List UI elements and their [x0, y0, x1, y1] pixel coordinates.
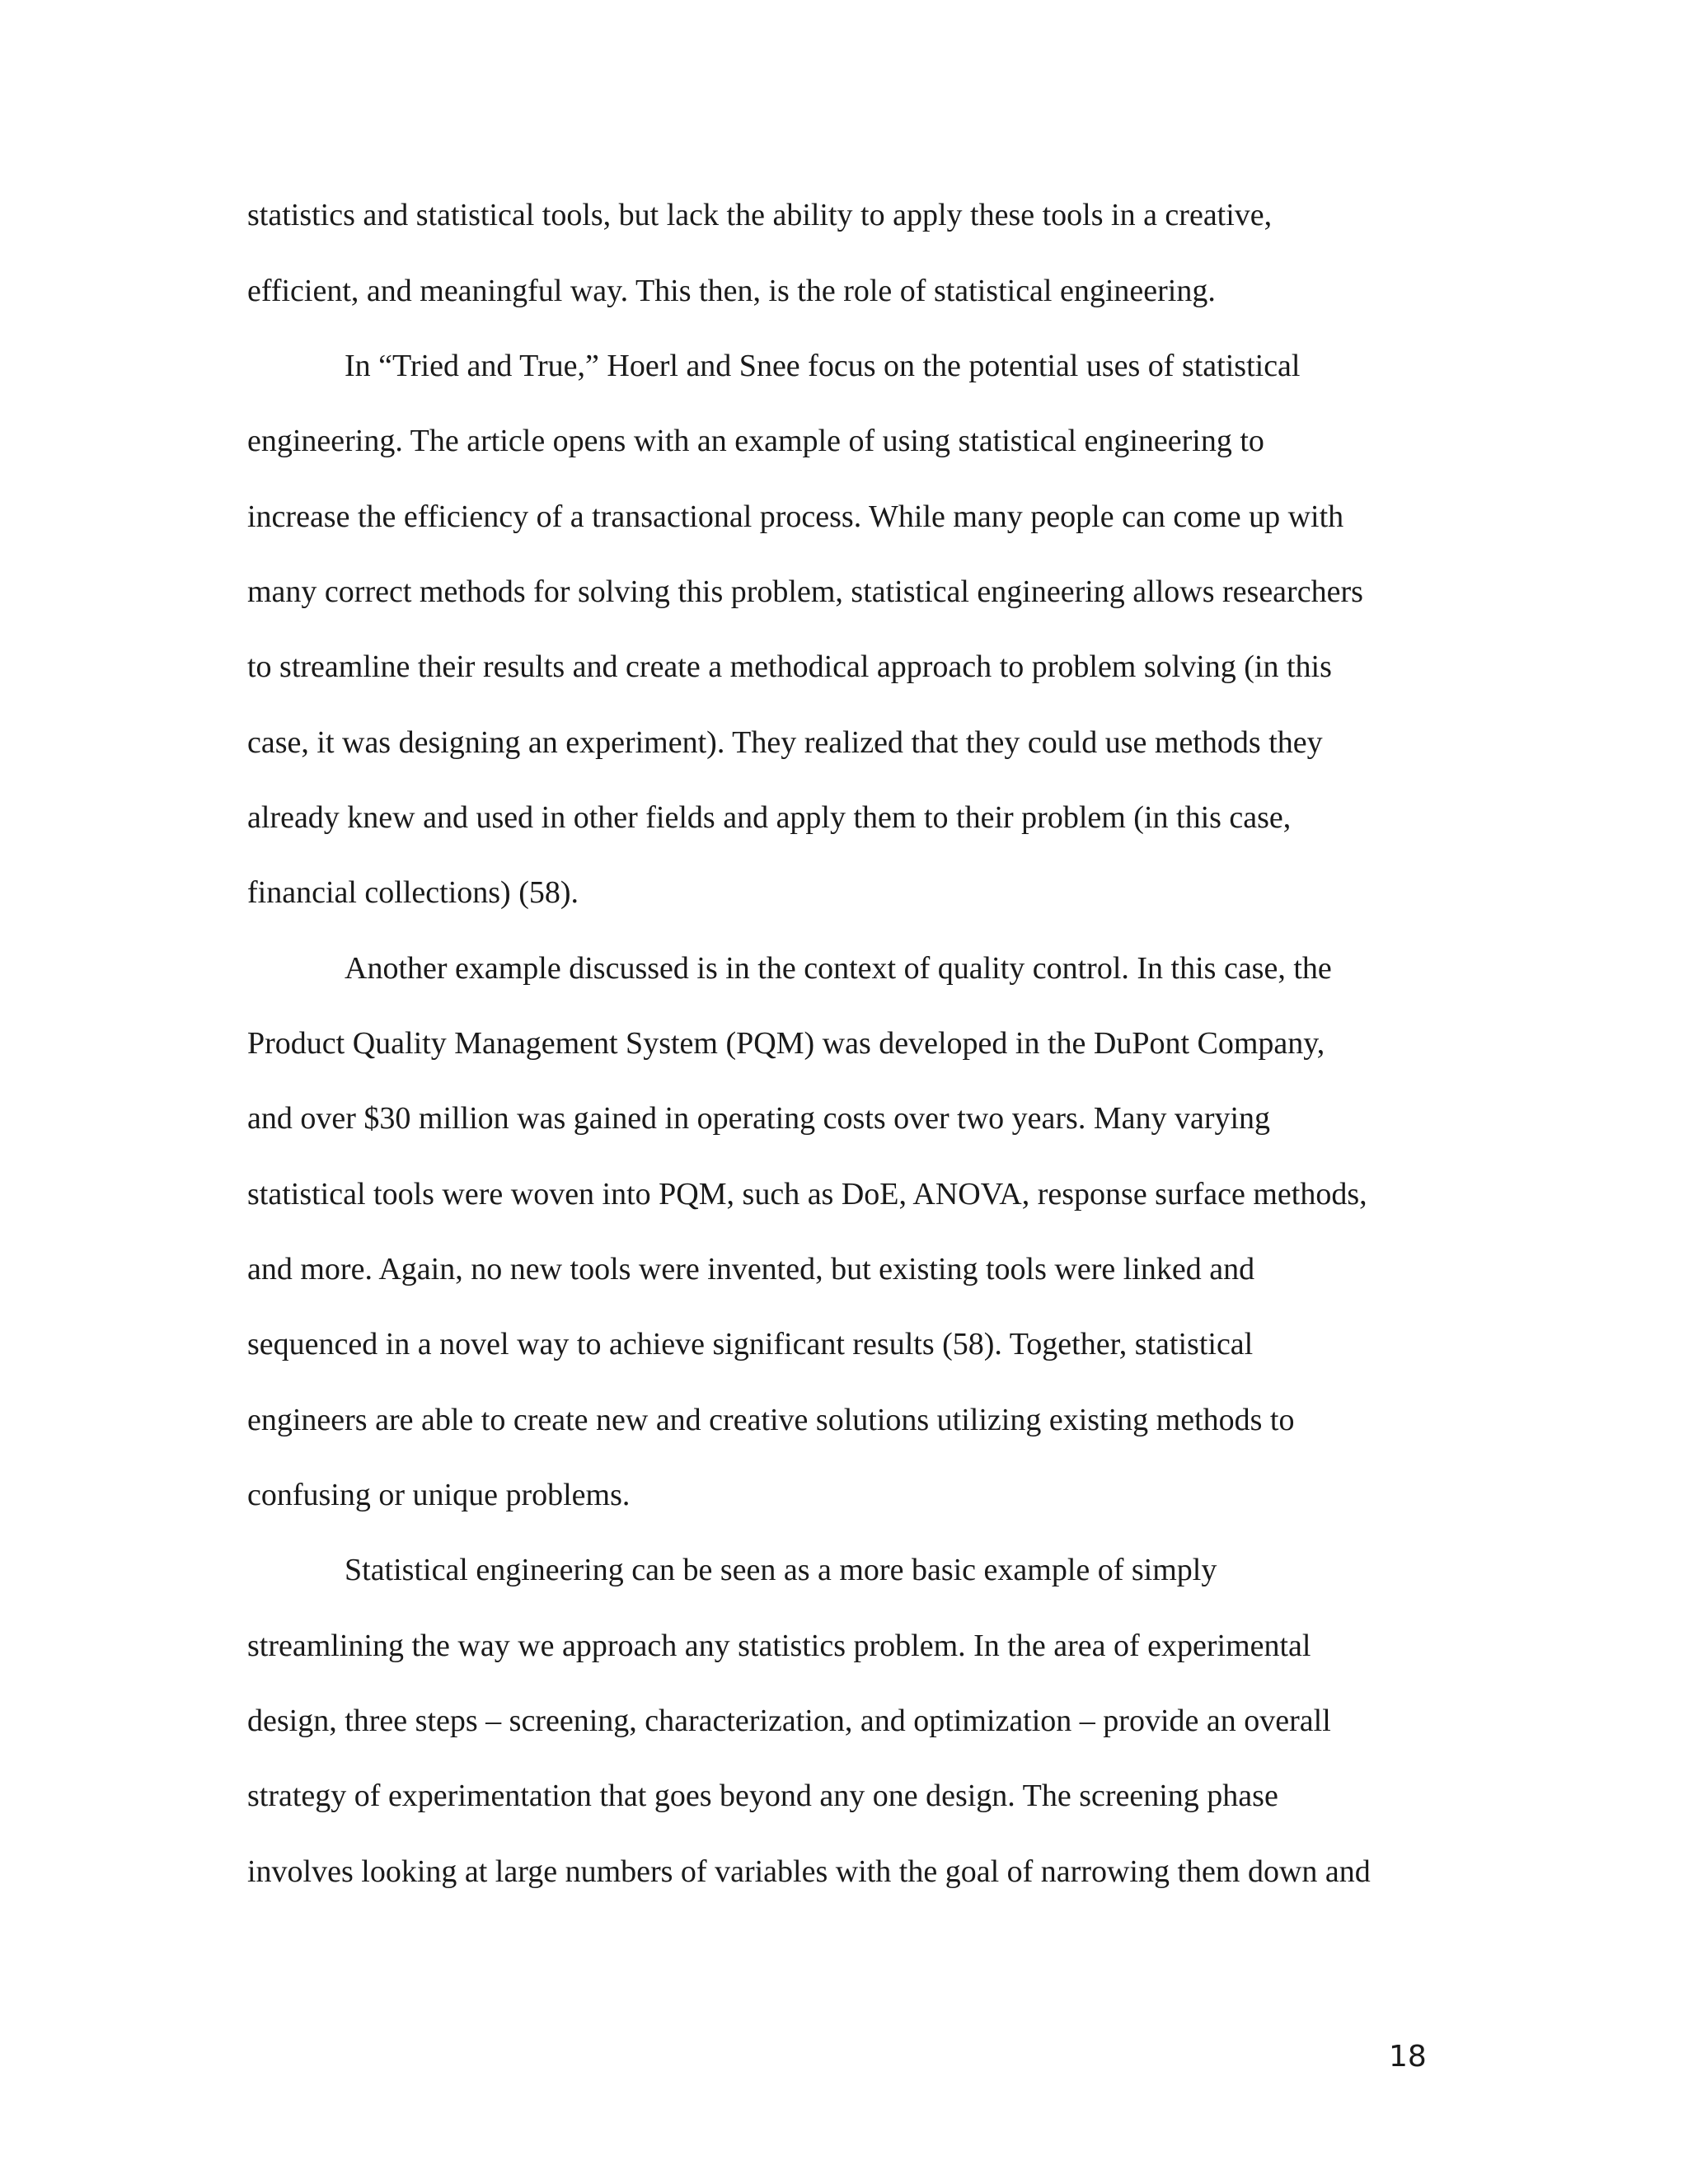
body-text-line: statistical tools were woven into PQM, such as DoE, ANOVA, response surface methods, — [247, 1177, 1367, 1212]
body-text-line: sequenced in a novel way to achieve significant results (58). Together, statistical — [247, 1327, 1254, 1361]
body-text-line: and over $30 million was gained in operating costs over two years. Many varying — [247, 1101, 1271, 1136]
body-text-line: increase the efficiency of a transactional process. While many people can come up with — [247, 499, 1344, 534]
body-text-line: statistics and statistical tools, but lack the ability to apply these tools in a creative, — [247, 198, 1273, 232]
body-text-line: efficient, and meaningful way. This then, is the role of statistical engineering. — [247, 274, 1216, 308]
body-text-line: confusing or unique problems. — [247, 1478, 631, 1512]
paragraph-first-line: Statistical engineering can be seen as a more basic example of simply — [345, 1553, 1217, 1587]
body-text-line: to streamline their results and create a methodical approach to problem solving (in this — [247, 649, 1332, 684]
body-text-line: engineering. The article opens with an example of using statistical engineering to — [247, 424, 1264, 458]
body-text-line: involves looking at large numbers of variables with the goal of narrowing them down and — [247, 1854, 1371, 1889]
body-text-line: strategy of experimentation that goes beyond any one design. The screening phase — [247, 1779, 1278, 1813]
body-text-line: design, three steps – screening, characterization, and optimization – provide an overall — [247, 1704, 1331, 1738]
body-text-line: many correct methods for solving this problem, statistical engineering allows researchers — [247, 574, 1363, 609]
body-text-line: Product Quality Management System (PQM) was developed in the DuPont Company, — [247, 1026, 1325, 1061]
body-text-line: already knew and used in other fields and apply them to their problem (in this case, — [247, 800, 1292, 835]
body-text-line: streamlining the way we approach any statistics problem. In the area of experimental — [247, 1629, 1311, 1663]
page-number: 18 — [1389, 2040, 1427, 2074]
paragraph-first-line: Another example discussed is in the context of quality control. In this case, the — [345, 951, 1332, 986]
body-text-line: engineers are able to create new and creative solutions utilizing existing methods to — [247, 1403, 1295, 1437]
body-text-line: case, it was designing an experiment). They realized that they could use methods they — [247, 725, 1323, 760]
paragraph-first-line: In “Tried and True,” Hoerl and Snee focus on the potential uses of statistical — [345, 349, 1301, 383]
body-text-line: and more. Again, no new tools were invented, but existing tools were linked and — [247, 1252, 1255, 1286]
body-text-line: financial collections) (58). — [247, 875, 579, 910]
